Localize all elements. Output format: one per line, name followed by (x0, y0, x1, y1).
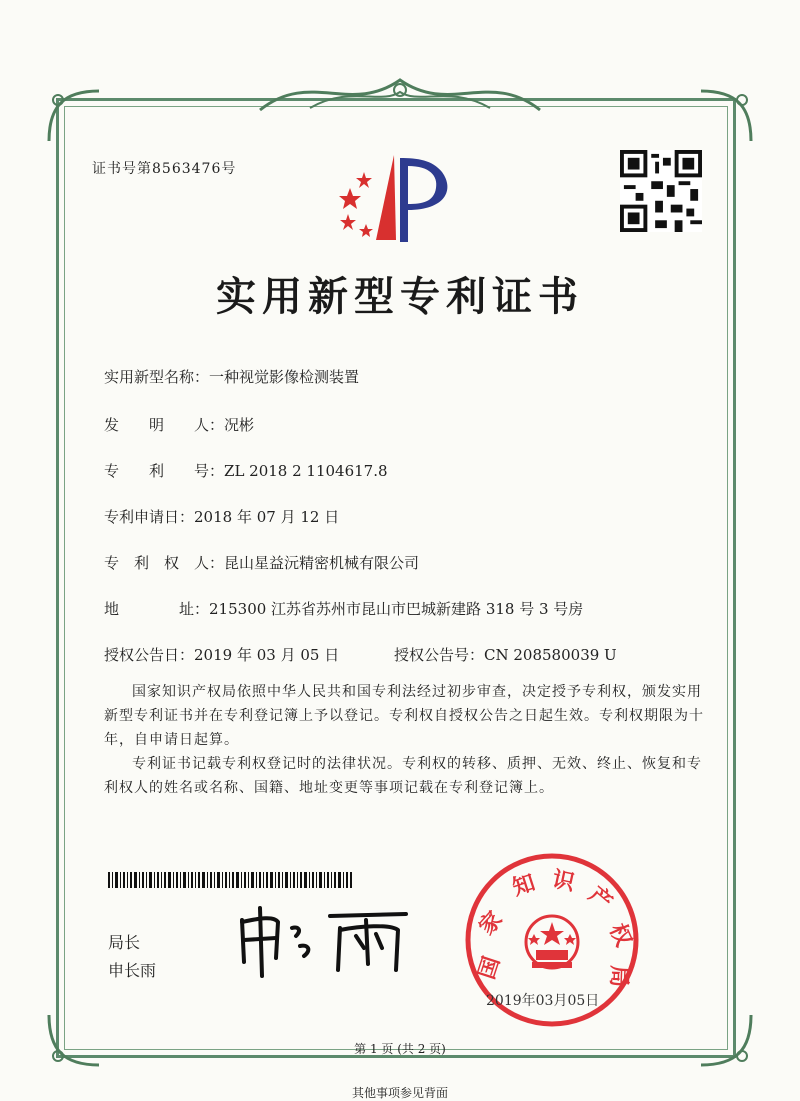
field-application-date (104, 506, 339, 527)
field-label: 授权公告日： (104, 646, 195, 664)
svg-text:权: 权 (604, 919, 637, 951)
field-value: ZL 2018 2 1104617.8 (224, 462, 388, 480)
field-inventor (104, 414, 254, 435)
field-value: 昆山星益沅精密机械有限公司 (224, 554, 420, 572)
svg-text:局: 局 (605, 964, 633, 988)
field-value: CN 208580039 U (484, 646, 617, 664)
signatory-name: 申长雨 (108, 961, 157, 980)
field-value: 2019 年 03 月 05 日 (194, 646, 340, 664)
signatory-title: 局长 (108, 933, 141, 952)
svg-text:家: 家 (473, 906, 508, 941)
field-announcement-number (394, 644, 617, 665)
field-address (104, 598, 583, 619)
svg-text:国: 国 (473, 953, 506, 983)
svg-text:知: 知 (509, 869, 539, 902)
field-label: 授权公告号： (394, 646, 485, 664)
field-label: 专 利 号： (104, 462, 225, 480)
corner-ornament-top-right (696, 86, 756, 146)
field-value: 况彬 (224, 416, 255, 434)
field-patent-number (104, 460, 388, 481)
svg-text:产: 产 (583, 881, 618, 916)
field-value: 215300 江苏省苏州市昆山市巴城新建路 318 号 3 号房 (209, 600, 584, 618)
certificate-number: 证书号第8563476号 (92, 161, 237, 177)
field-value: 2018 年 07 月 12 日 (194, 508, 340, 526)
field-label: 专利申请日： (104, 508, 195, 526)
corner-ornament-top-left (44, 86, 104, 146)
field-label: 地 址： (104, 600, 210, 618)
legal-status-paragraph: 专利证书记载专利权登记时的法律状况。专利权的转移、质押、无效、终止、恢复和专利权人的姓名或名称、国籍、地址变更等事项记载在专利登记簿上。 (104, 756, 702, 796)
seal-date: 2019年03月05日 (486, 993, 600, 1009)
handwritten-signature (230, 900, 410, 980)
field-label: 发 明 人： (104, 416, 225, 434)
field-patentee (104, 552, 419, 573)
field-label: 专 利 权 人： (104, 554, 225, 572)
field-utility-model-name (104, 366, 359, 387)
field-label: 实用新型名称： (104, 368, 210, 386)
svg-text:识: 识 (549, 866, 577, 897)
page-indicator: 第 1 页 (共 2 页) (354, 1042, 446, 1056)
qr-code (620, 150, 702, 232)
field-value: 一种视觉影像检测装置 (209, 368, 360, 386)
patent-office-logo (330, 150, 480, 250)
back-note: 其他事项参见背面 (351, 1086, 448, 1100)
barcode (108, 872, 352, 888)
certificate-title: 实用新型专利证书 (216, 273, 584, 320)
top-ornament (250, 70, 550, 120)
field-grant-date (104, 644, 339, 665)
grant-statement-paragraph: 国家知识产权局依照中华人民共和国专利法经过初步审查，决定授予专利权，颁发实用新型专利证书并在专利登记簿上予以登记。专利权自授权公告之日起生效。专利权期限为十年，自申请日起算。 (104, 684, 704, 748)
